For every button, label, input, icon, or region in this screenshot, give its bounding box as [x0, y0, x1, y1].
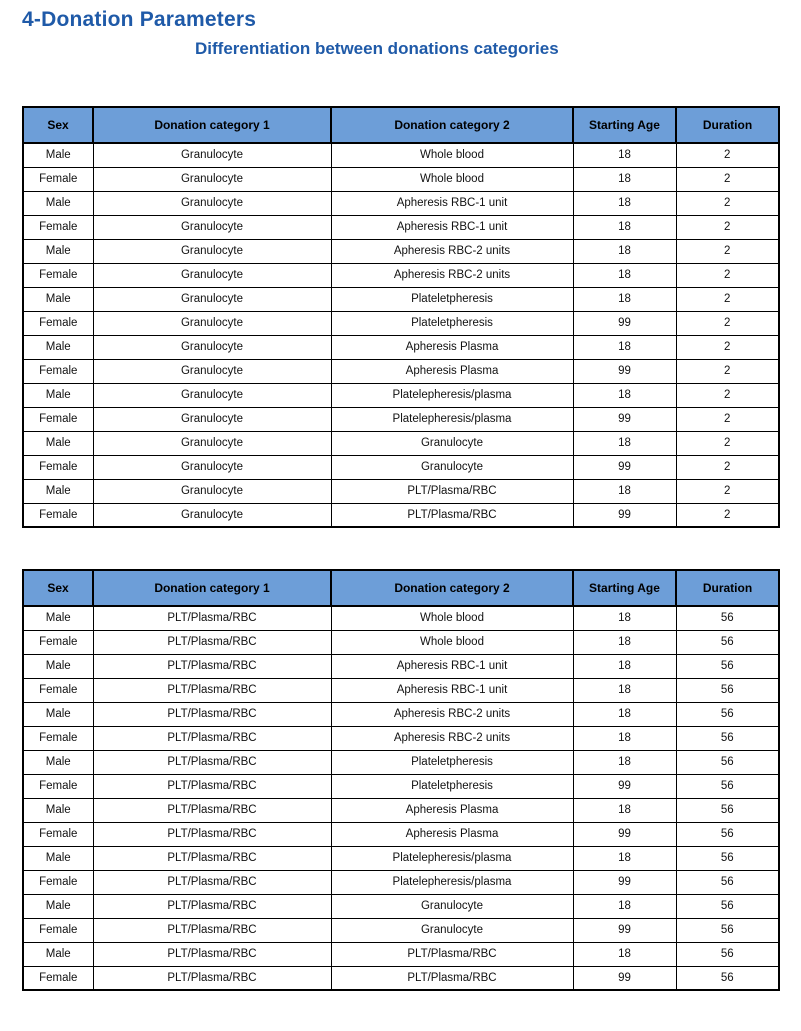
table-cell: 2 — [676, 359, 779, 383]
column-header: Donation category 2 — [331, 570, 573, 606]
table-cell: 18 — [573, 167, 676, 191]
table-cell: Granulocyte — [93, 335, 331, 359]
table-cell: 18 — [573, 798, 676, 822]
table-row — [23, 798, 779, 822]
table-cell: Granulocyte — [93, 455, 331, 479]
table-cell: Granulocyte — [93, 263, 331, 287]
table-cell: 18 — [573, 215, 676, 239]
table-cell: PLT/Plasma/RBC — [93, 966, 331, 990]
table-cell: 56 — [676, 774, 779, 798]
column-header: Donation category 1 — [93, 570, 331, 606]
header-row — [23, 570, 779, 606]
table-cell: Whole blood — [331, 606, 573, 630]
table-cell: Granulocyte — [93, 359, 331, 383]
table-cell: 56 — [676, 630, 779, 654]
table-cell: 18 — [573, 942, 676, 966]
table-cell: 99 — [573, 822, 676, 846]
table-cell: 18 — [573, 191, 676, 215]
table-cell: 56 — [676, 654, 779, 678]
table-cell: Granulocyte — [331, 455, 573, 479]
table-cell: 18 — [573, 263, 676, 287]
table-cell: Granulocyte — [331, 894, 573, 918]
table-cell: 56 — [676, 678, 779, 702]
table-row — [23, 918, 779, 942]
table-cell: Granulocyte — [93, 407, 331, 431]
table-cell: Granulocyte — [93, 311, 331, 335]
column-header: Duration — [676, 107, 779, 143]
table-cell: Male — [23, 846, 93, 870]
table-row — [23, 143, 779, 167]
table-cell: Male — [23, 431, 93, 455]
table-cell: 99 — [573, 870, 676, 894]
table-row — [23, 335, 779, 359]
table-cell: Whole blood — [331, 167, 573, 191]
table-2-body — [23, 606, 779, 990]
table-row — [23, 191, 779, 215]
table-cell: 18 — [573, 479, 676, 503]
table-cell: Granulocyte — [93, 503, 331, 527]
table-cell: Apheresis RBC-1 unit — [331, 191, 573, 215]
table-row — [23, 383, 779, 407]
table-cell: 56 — [676, 846, 779, 870]
table-cell: Plateletpheresis — [331, 750, 573, 774]
table-row — [23, 503, 779, 527]
table-cell: Granulocyte — [331, 918, 573, 942]
table-cell: 18 — [573, 431, 676, 455]
table-cell: 56 — [676, 798, 779, 822]
table-cell: PLT/Plasma/RBC — [93, 678, 331, 702]
table-cell: 2 — [676, 143, 779, 167]
table-cell: Apheresis RBC-2 units — [331, 726, 573, 750]
table-row — [23, 215, 779, 239]
table-cell: 99 — [573, 966, 676, 990]
table-cell: 99 — [573, 311, 676, 335]
table-cell: PLT/Plasma/RBC — [93, 702, 331, 726]
table-row — [23, 630, 779, 654]
table-row — [23, 822, 779, 846]
table-cell: 2 — [676, 455, 779, 479]
table-cell: Platelepheresis/plasma — [331, 407, 573, 431]
table-cell: Apheresis RBC-2 units — [331, 263, 573, 287]
table-cell: 18 — [573, 894, 676, 918]
table-cell: 56 — [676, 966, 779, 990]
table-row — [23, 942, 779, 966]
table-cell: PLT/Plasma/RBC — [93, 726, 331, 750]
table-row — [23, 846, 779, 870]
table-cell: Apheresis RBC-1 unit — [331, 678, 573, 702]
table-cell: Female — [23, 630, 93, 654]
table-cell: PLT/Plasma/RBC — [331, 942, 573, 966]
table-cell: 2 — [676, 503, 779, 527]
table-cell: Granulocyte — [93, 383, 331, 407]
donation-table-2 — [22, 569, 780, 991]
table-cell: PLT/Plasma/RBC — [93, 750, 331, 774]
table-cell: Apheresis Plasma — [331, 359, 573, 383]
table-cell: PLT/Plasma/RBC — [331, 503, 573, 527]
table-1-body — [23, 143, 779, 527]
table-row — [23, 726, 779, 750]
table-row — [23, 359, 779, 383]
table-cell: Apheresis RBC-2 units — [331, 702, 573, 726]
table-cell: Male — [23, 191, 93, 215]
table-cell: Female — [23, 167, 93, 191]
table-cell: 56 — [676, 870, 779, 894]
table-cell: Platelepheresis/plasma — [331, 870, 573, 894]
table-cell: 2 — [676, 335, 779, 359]
table-row — [23, 263, 779, 287]
table-cell: Female — [23, 678, 93, 702]
table-cell: Male — [23, 798, 93, 822]
table-row — [23, 167, 779, 191]
table-cell: 18 — [573, 678, 676, 702]
table-cell: 56 — [676, 942, 779, 966]
table-cell: Platelepheresis/plasma — [331, 846, 573, 870]
table-cell: Male — [23, 479, 93, 503]
donation-table-1 — [22, 106, 780, 528]
table-row — [23, 407, 779, 431]
table-cell: Male — [23, 143, 93, 167]
table-cell: 99 — [573, 455, 676, 479]
table-cell: Female — [23, 407, 93, 431]
table-cell: Apheresis RBC-1 unit — [331, 654, 573, 678]
table-cell: 56 — [676, 894, 779, 918]
table-row — [23, 966, 779, 990]
table-row — [23, 239, 779, 263]
table-cell: Female — [23, 311, 93, 335]
table-cell: Granulocyte — [93, 431, 331, 455]
column-header: Starting Age — [573, 570, 676, 606]
table-cell: 18 — [573, 287, 676, 311]
table-cell: 18 — [573, 726, 676, 750]
table-cell: Plateletpheresis — [331, 774, 573, 798]
table-cell: Male — [23, 287, 93, 311]
table-cell: 2 — [676, 383, 779, 407]
table-row — [23, 287, 779, 311]
table-cell: Plateletpheresis — [331, 287, 573, 311]
page-subtitle: Differentiation between donations categories — [195, 39, 559, 58]
table-cell: Female — [23, 822, 93, 846]
table-row — [23, 455, 779, 479]
table-cell: Apheresis Plasma — [331, 798, 573, 822]
table-1-header — [23, 107, 779, 143]
table-cell: 18 — [573, 606, 676, 630]
table-cell: Male — [23, 702, 93, 726]
table-cell: Granulocyte — [93, 239, 331, 263]
table-row — [23, 479, 779, 503]
table-row — [23, 894, 779, 918]
table-row — [23, 431, 779, 455]
table-row — [23, 774, 779, 798]
table-cell: Female — [23, 966, 93, 990]
column-header: Donation category 1 — [93, 107, 331, 143]
table-cell: 56 — [676, 702, 779, 726]
table-cell: Granulocyte — [93, 167, 331, 191]
table-cell: 2 — [676, 239, 779, 263]
table-cell: Apheresis Plasma — [331, 822, 573, 846]
table-cell: Granulocyte — [93, 287, 331, 311]
table-cell: Apheresis RBC-2 units — [331, 239, 573, 263]
table-cell: PLT/Plasma/RBC — [93, 798, 331, 822]
table-cell: 56 — [676, 606, 779, 630]
table-row — [23, 311, 779, 335]
table-row — [23, 654, 779, 678]
table-cell: Granulocyte — [93, 143, 331, 167]
table-cell: Plateletpheresis — [331, 311, 573, 335]
table-row — [23, 678, 779, 702]
table-cell: PLT/Plasma/RBC — [93, 918, 331, 942]
table-cell: PLT/Plasma/RBC — [331, 966, 573, 990]
table-cell: Female — [23, 918, 93, 942]
table-cell: Male — [23, 383, 93, 407]
table-cell: Female — [23, 870, 93, 894]
table-cell: Male — [23, 335, 93, 359]
table-row — [23, 702, 779, 726]
column-header: Sex — [23, 107, 93, 143]
table-cell: Male — [23, 750, 93, 774]
table-cell: Female — [23, 503, 93, 527]
table-cell: 2 — [676, 215, 779, 239]
table-cell: PLT/Plasma/RBC — [93, 942, 331, 966]
table-cell: 56 — [676, 918, 779, 942]
header-row — [23, 107, 779, 143]
table-cell: Female — [23, 215, 93, 239]
column-header: Duration — [676, 570, 779, 606]
table-cell: Male — [23, 606, 93, 630]
table-row — [23, 870, 779, 894]
table-cell: 99 — [573, 918, 676, 942]
table-cell: Whole blood — [331, 143, 573, 167]
table-cell: 99 — [573, 503, 676, 527]
table-cell: PLT/Plasma/RBC — [331, 479, 573, 503]
column-header: Starting Age — [573, 107, 676, 143]
table-cell: Granulocyte — [331, 431, 573, 455]
table-cell: 2 — [676, 287, 779, 311]
table-2-header — [23, 570, 779, 606]
table-cell: 2 — [676, 479, 779, 503]
page-title: 4-Donation Parameters — [22, 8, 257, 31]
table-cell: 18 — [573, 846, 676, 870]
table-cell: PLT/Plasma/RBC — [93, 606, 331, 630]
table-cell: Whole blood — [331, 630, 573, 654]
table-cell: 18 — [573, 383, 676, 407]
table-cell: Granulocyte — [93, 191, 331, 215]
table-cell: PLT/Plasma/RBC — [93, 870, 331, 894]
table-cell: PLT/Plasma/RBC — [93, 846, 331, 870]
table-cell: 2 — [676, 407, 779, 431]
table-cell: 99 — [573, 407, 676, 431]
table-cell: 99 — [573, 774, 676, 798]
table-cell: Apheresis RBC-1 unit — [331, 215, 573, 239]
table-cell: Granulocyte — [93, 479, 331, 503]
table-cell: Male — [23, 239, 93, 263]
table-cell: 99 — [573, 359, 676, 383]
table-cell: 56 — [676, 822, 779, 846]
table-cell: 18 — [573, 239, 676, 263]
table-cell: 18 — [573, 750, 676, 774]
table-row — [23, 606, 779, 630]
table-cell: 18 — [573, 143, 676, 167]
table-cell: Female — [23, 359, 93, 383]
table-cell: 18 — [573, 702, 676, 726]
table-cell: Male — [23, 894, 93, 918]
table-cell: Female — [23, 455, 93, 479]
table-cell: 18 — [573, 654, 676, 678]
table-cell: PLT/Plasma/RBC — [93, 894, 331, 918]
table-cell: Apheresis Plasma — [331, 335, 573, 359]
table-cell: Female — [23, 726, 93, 750]
table-cell: 18 — [573, 335, 676, 359]
column-header: Sex — [23, 570, 93, 606]
table-cell: Female — [23, 263, 93, 287]
table-cell: Male — [23, 654, 93, 678]
table-cell: Granulocyte — [93, 215, 331, 239]
table-cell: 2 — [676, 311, 779, 335]
table-cell: PLT/Plasma/RBC — [93, 630, 331, 654]
table-cell: Platelepheresis/plasma — [331, 383, 573, 407]
table-cell: Female — [23, 774, 93, 798]
table-cell: PLT/Plasma/RBC — [93, 822, 331, 846]
table-cell: 56 — [676, 750, 779, 774]
table-cell: 2 — [676, 191, 779, 215]
table-cell: 56 — [676, 726, 779, 750]
table-cell: 2 — [676, 263, 779, 287]
table-cell: 2 — [676, 431, 779, 455]
column-header: Donation category 2 — [331, 107, 573, 143]
table-cell: 18 — [573, 630, 676, 654]
table-cell: PLT/Plasma/RBC — [93, 654, 331, 678]
table-cell: Male — [23, 942, 93, 966]
table-cell: PLT/Plasma/RBC — [93, 774, 331, 798]
table-row — [23, 750, 779, 774]
table-cell: 2 — [676, 167, 779, 191]
